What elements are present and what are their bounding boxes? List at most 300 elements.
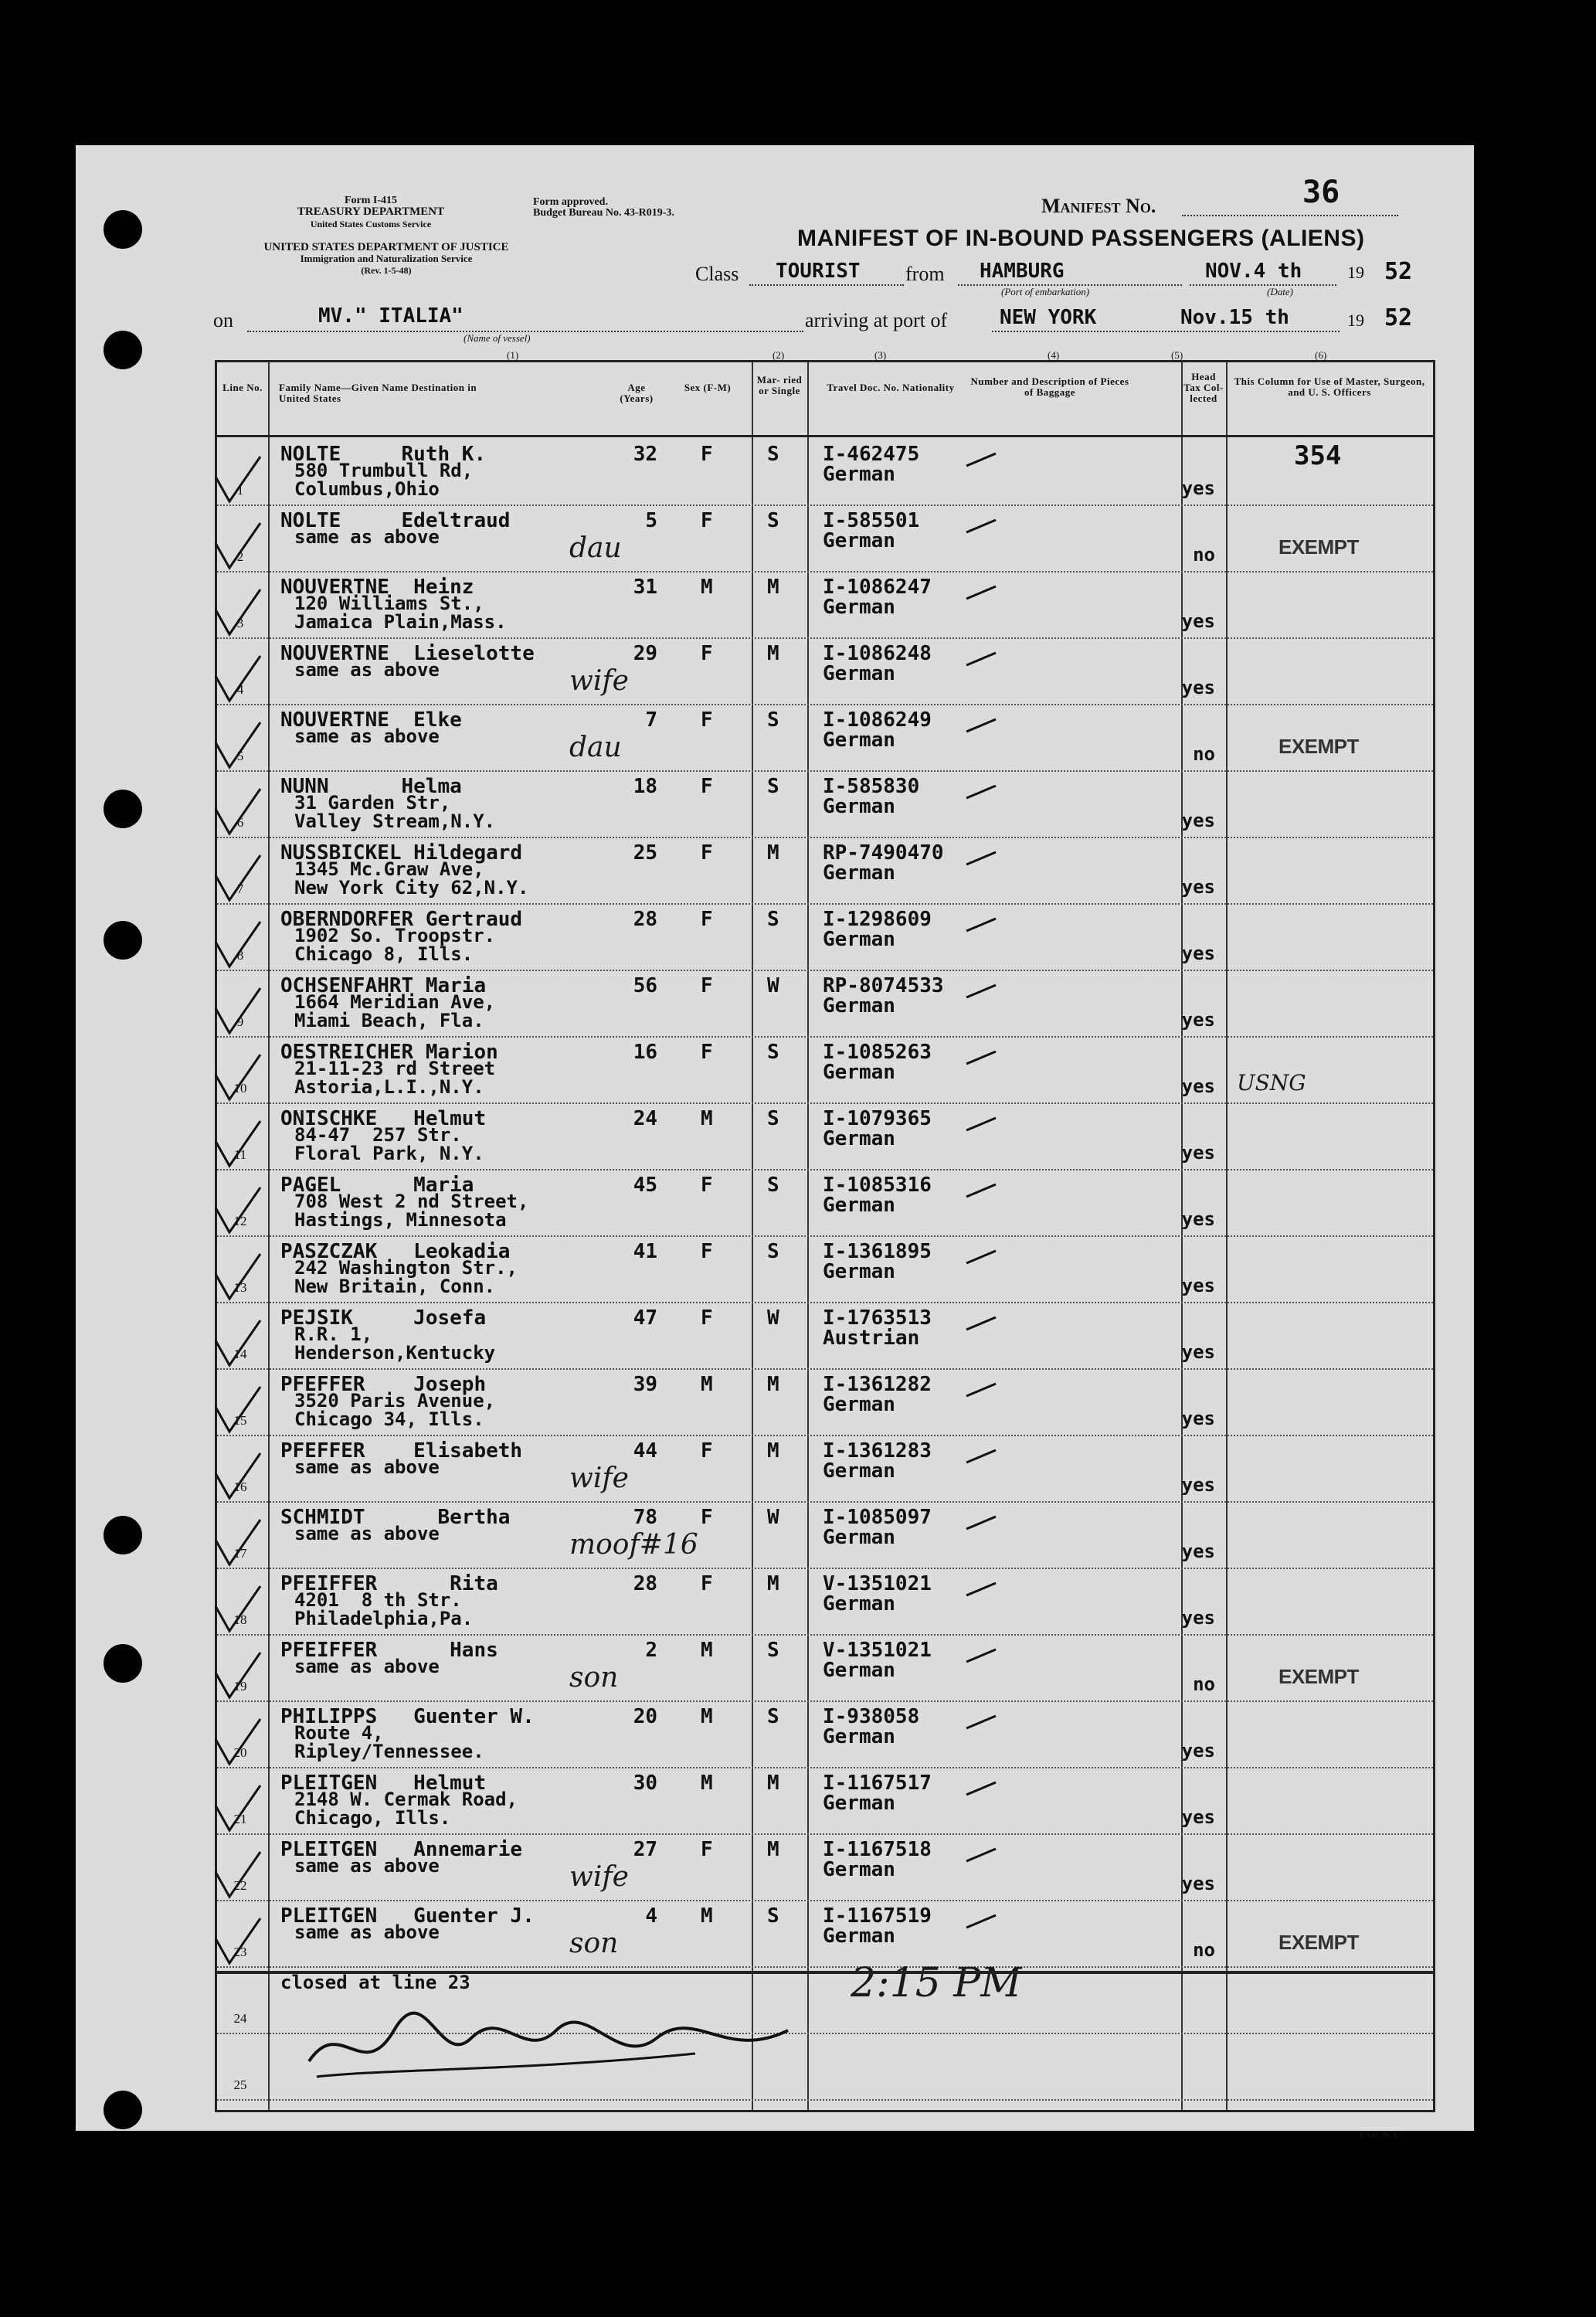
- table-row: [217, 1036, 1433, 1104]
- travel-doc-no: I-1085316: [823, 1174, 932, 1197]
- destination: 1345 Mc.Graw Ave, New York City 62,N.Y.: [294, 858, 529, 899]
- sex: F: [701, 642, 713, 665]
- table-row: [217, 1102, 1433, 1170]
- head-tax: yes: [1181, 610, 1215, 632]
- travel-doc-no: I-1086248: [823, 642, 932, 665]
- destination: same as above: [294, 659, 440, 681]
- punch-hole: [104, 1516, 142, 1554]
- table-row: [217, 903, 1433, 971]
- nationality: German: [823, 729, 895, 752]
- handwritten-relation: dau: [569, 732, 622, 763]
- age: 29: [633, 642, 657, 665]
- age: 4: [645, 1904, 657, 1928]
- passenger-name: ONISCHKE Helmut: [280, 1107, 487, 1130]
- vessel-name: MV." ITALIA": [318, 304, 464, 328]
- passenger-name: PFEIFFER Rita: [280, 1572, 498, 1595]
- head-tax: yes: [1181, 1075, 1215, 1097]
- head-tax: yes: [1181, 1341, 1215, 1363]
- travel-doc-no: I-1298609: [823, 908, 932, 931]
- head-tax: yes: [1181, 1009, 1215, 1031]
- line-number: 12: [233, 1214, 247, 1228]
- travel-doc-no: I-938058: [823, 1705, 920, 1728]
- passenger-name: PAGEL Maria: [280, 1174, 474, 1197]
- punch-hole: [104, 210, 142, 249]
- check-mark: [212, 1317, 267, 1371]
- port-of-embarkation: HAMBURG: [980, 260, 1065, 283]
- head-tax: yes: [1181, 1474, 1215, 1496]
- ins-heading: Immigration and Naturalization Service: [300, 253, 473, 264]
- passenger-name: PFEFFER Elisabeth: [280, 1439, 523, 1463]
- table-row: [217, 970, 1433, 1038]
- embark-date: NOV.4 th: [1205, 260, 1302, 283]
- destination: 84-47 257 Str. Floral Park, N.Y.: [294, 1124, 484, 1164]
- tick-mark: [965, 780, 1011, 810]
- passenger-name: OCHSENFAHRT Maria: [280, 974, 487, 997]
- tick-mark: [965, 1909, 1011, 1940]
- hdr-head-tax: Head Tax Col- lected: [1183, 371, 1224, 404]
- destination: same as above: [294, 1855, 440, 1877]
- form-approved: Form approved.: [533, 196, 608, 208]
- nationality: German: [823, 795, 895, 818]
- age: 44: [633, 1439, 657, 1463]
- age: 32: [633, 443, 657, 466]
- destination: R.R. 1, Henderson,Kentucky: [294, 1323, 496, 1364]
- age: 39: [633, 1373, 657, 1396]
- destination: same as above: [294, 1656, 440, 1677]
- marital-status: S: [767, 1174, 779, 1197]
- table-row: [217, 438, 1433, 506]
- marital-status: S: [767, 1639, 779, 1662]
- exempt-stamp: EXEMPT: [1278, 535, 1359, 559]
- sex: M: [701, 1904, 713, 1928]
- sex: F: [701, 974, 713, 997]
- line-number: 2: [236, 549, 244, 564]
- tick-mark: [965, 1112, 1011, 1143]
- punch-hole: [104, 331, 142, 369]
- manifest-no-label: Manifest No.: [1041, 195, 1156, 217]
- handwritten-relation: wife: [569, 1861, 629, 1893]
- check-mark: [212, 1118, 267, 1172]
- passenger-name: PFEFFER Joseph: [280, 1373, 487, 1396]
- nationality: German: [823, 1526, 895, 1549]
- passenger-name: NOLTE Edeltraud: [280, 509, 511, 532]
- page-title: MANIFEST OF IN-BOUND PASSENGERS (ALIENS): [797, 226, 1365, 251]
- hdr-name: Family Name—Given Name Destination in United States: [279, 382, 477, 404]
- passenger-name: PASZCZAK Leokadia: [280, 1240, 511, 1263]
- age: 27: [633, 1838, 657, 1861]
- travel-doc-no: I-1361283: [823, 1439, 932, 1463]
- passenger-name: NUSSBICKEL Hildegard: [280, 841, 523, 865]
- arriving-label: arriving at port of: [805, 309, 948, 331]
- check-mark: [212, 1716, 267, 1770]
- handwritten-relation: son: [569, 1662, 619, 1694]
- line-number: 11: [233, 1147, 247, 1162]
- destination: Route 4, Ripley/Tennessee.: [294, 1722, 484, 1762]
- travel-doc-no: I-585830: [823, 775, 920, 798]
- manifest-number: 36: [1302, 175, 1340, 210]
- travel-doc-no: I-1763513: [823, 1306, 932, 1330]
- hdr-officers: This Column for Use of Master, Surgeon, and U. S. Officers: [1234, 375, 1425, 398]
- sex: F: [701, 775, 713, 798]
- check-mark: [212, 1051, 267, 1106]
- destination: 708 West 2 nd Street, Hastings, Minnesota: [294, 1191, 529, 1231]
- tick-mark: [965, 979, 1011, 1010]
- line-number: 5: [236, 749, 244, 763]
- sex: F: [701, 1838, 713, 1861]
- tick-mark: [965, 447, 1011, 478]
- check-mark: [212, 1384, 267, 1438]
- handwritten-relation: wife: [569, 1463, 629, 1494]
- header-separator: [217, 435, 1433, 437]
- nationality: German: [823, 1925, 895, 1948]
- line-number: 14: [233, 1347, 247, 1361]
- tick-mark: [965, 1843, 1011, 1874]
- tick-mark: [965, 580, 1011, 611]
- colnum-6: (6): [1315, 349, 1327, 361]
- hdr-sex: Sex (F-M): [684, 382, 732, 393]
- tick-mark: [965, 713, 1011, 744]
- marital-status: S: [767, 443, 779, 466]
- passenger-name: PLEITGEN Guenter J.: [280, 1904, 535, 1928]
- sex: F: [701, 1306, 713, 1330]
- head-tax: yes: [1181, 1275, 1215, 1296]
- head-tax: yes: [1181, 1607, 1215, 1629]
- head-tax: yes: [1181, 943, 1215, 964]
- marital-status: S: [767, 908, 779, 931]
- age: 5: [645, 509, 657, 532]
- travel-doc-no: I-1361282: [823, 1373, 932, 1396]
- nationality: German: [823, 994, 895, 1018]
- head-tax: yes: [1181, 477, 1215, 499]
- table-row: [217, 837, 1433, 905]
- passenger-name: closed at line 23: [280, 1972, 470, 1993]
- marital-status: M: [767, 1838, 779, 1861]
- exempt-stamp: EXEMPT: [1278, 1665, 1359, 1688]
- age: 25: [633, 841, 657, 865]
- check-mark: [212, 520, 267, 574]
- head-tax: yes: [1181, 1806, 1215, 1828]
- line-number: 20: [233, 1745, 247, 1760]
- check-mark: [212, 1583, 267, 1637]
- head-tax: yes: [1181, 677, 1215, 698]
- head-tax: yes: [1181, 1142, 1215, 1164]
- exempt-stamp: EXEMPT: [1278, 735, 1359, 758]
- head-tax: no: [1193, 743, 1215, 765]
- nationality: Austrian: [823, 1327, 920, 1350]
- tick-mark: [965, 1510, 1011, 1541]
- check-mark: [212, 985, 267, 1039]
- table-row: [217, 1501, 1433, 1569]
- arrival-port: NEW YORK: [1000, 306, 1097, 329]
- handwritten-relation: moof#16: [569, 1529, 698, 1561]
- nationality: German: [823, 1127, 895, 1150]
- passenger-name: NOUVERTNE Elke: [280, 708, 462, 732]
- year-prefix: 19: [1347, 263, 1364, 282]
- head-tax: yes: [1181, 1740, 1215, 1762]
- exempt-stamp: EXEMPT: [1278, 1931, 1359, 1954]
- sex: M: [701, 1705, 713, 1728]
- hdr-line-no: Line No.: [222, 382, 263, 393]
- age: 47: [633, 1306, 657, 1330]
- line-number: 10: [233, 1081, 247, 1096]
- class-label: Class: [695, 263, 739, 285]
- marital-status: M: [767, 1373, 779, 1396]
- passenger-name: NOUVERTNE Heinz: [280, 576, 474, 599]
- table-row: [217, 1900, 1433, 1968]
- age: 20: [633, 1705, 657, 1728]
- travel-doc-no: RP-8074533: [823, 974, 944, 997]
- tick-mark: [965, 1444, 1011, 1475]
- check-mark: [212, 653, 267, 707]
- line-number: 23: [233, 1945, 247, 1959]
- nationality: German: [823, 662, 895, 685]
- table-row: [217, 770, 1433, 838]
- punch-hole: [104, 2091, 142, 2129]
- destination: 580 Trumbull Rd, Columbus,Ohio: [294, 460, 474, 500]
- check-mark: [212, 1649, 267, 1704]
- travel-doc-no: I-462475: [823, 443, 920, 466]
- head-tax: yes: [1181, 1541, 1215, 1562]
- year-prefix-2: 19: [1347, 311, 1364, 330]
- nationality: German: [823, 1194, 895, 1217]
- treasury-dept: TREASURY DEPARTMENT: [297, 206, 445, 218]
- line-number: 25: [233, 2077, 247, 2092]
- table-row: [217, 505, 1433, 572]
- age: 24: [633, 1107, 657, 1130]
- tick-mark: [965, 1245, 1011, 1276]
- nationality: German: [823, 1260, 895, 1283]
- handwritten-relation: dau: [569, 532, 622, 564]
- age: 18: [633, 775, 657, 798]
- marital-status: S: [767, 1904, 779, 1928]
- check-mark: [212, 1517, 267, 1571]
- age: 2: [645, 1639, 657, 1662]
- check-mark: [212, 852, 267, 906]
- destination: 31 Garden Str, Valley Stream,N.Y.: [294, 792, 496, 832]
- destination: 242 Washington Str., New Britain, Conn.: [294, 1257, 518, 1297]
- tick-mark: [965, 1643, 1011, 1674]
- marital-status: S: [767, 775, 779, 798]
- arrival-line: [992, 331, 1340, 332]
- table-row: [217, 1169, 1433, 1237]
- marital-status: S: [767, 1240, 779, 1263]
- table-row: [217, 1767, 1433, 1835]
- doj-heading: UNITED STATES DEPARTMENT OF JUSTICE: [263, 241, 509, 253]
- table-row: [217, 1568, 1433, 1636]
- budget-bureau: Budget Bureau No. 43-R019-3.: [533, 207, 674, 219]
- passenger-name: PLEITGEN Helmut: [280, 1772, 487, 1795]
- class-value: TOURIST: [776, 260, 861, 283]
- sex: F: [701, 1041, 713, 1064]
- table-row: [217, 1235, 1433, 1303]
- age: 30: [633, 1772, 657, 1795]
- line-number: 4: [236, 682, 244, 697]
- marital-status: W: [767, 1506, 779, 1529]
- tick-mark: [965, 1776, 1011, 1807]
- punch-hole: [104, 1644, 142, 1683]
- line-number: 9: [236, 1014, 244, 1029]
- sex: M: [701, 1107, 713, 1130]
- head-tax: yes: [1181, 1873, 1215, 1894]
- vessel-caption: (Name of vessel): [464, 332, 531, 344]
- check-mark: [212, 454, 267, 508]
- check-mark: [212, 786, 267, 840]
- tick-mark: [965, 912, 1011, 943]
- tick-mark: [965, 1577, 1011, 1608]
- officer-signature: [294, 1999, 834, 2092]
- officer-note: 354: [1294, 440, 1342, 471]
- line-number: 8: [236, 948, 244, 963]
- line-number: 24: [233, 2011, 247, 2026]
- colnum-4: (4): [1048, 349, 1060, 361]
- tick-mark: [965, 647, 1011, 678]
- sex: F: [701, 443, 713, 466]
- marital-status: S: [767, 708, 779, 732]
- line-number: 17: [233, 1546, 247, 1561]
- revision: (Rev. 1-5-48): [361, 265, 412, 276]
- officer-note: USNG: [1237, 1070, 1306, 1096]
- travel-doc-no: I-1086247: [823, 576, 932, 599]
- age: 31: [633, 576, 657, 599]
- printer-mark: PAR. N.Y.: [1360, 2129, 1401, 2140]
- punch-hole: [104, 790, 142, 828]
- marital-status: S: [767, 509, 779, 532]
- sex: F: [701, 1240, 713, 1263]
- on-label: on: [213, 309, 233, 331]
- from-label: from: [905, 263, 945, 285]
- manifest-no-line: [1182, 215, 1398, 216]
- nationality: German: [823, 596, 895, 619]
- travel-doc-no: V-1351021: [823, 1639, 932, 1662]
- sex: F: [701, 1572, 713, 1595]
- head-tax: no: [1193, 1673, 1215, 1695]
- nationality: German: [823, 529, 895, 552]
- travel-doc-no: I-585501: [823, 509, 920, 532]
- travel-doc-no: I-1079365: [823, 1107, 932, 1130]
- destination: same as above: [294, 526, 440, 548]
- head-tax: no: [1193, 544, 1215, 566]
- class-line: [749, 284, 904, 286]
- date-line: [1190, 284, 1336, 286]
- passenger-table: [215, 360, 1435, 2112]
- nationality: German: [823, 1659, 895, 1682]
- check-mark: [212, 719, 267, 773]
- nationality: German: [823, 1459, 895, 1483]
- nationality: German: [823, 1858, 895, 1881]
- destination: 2148 W. Cermak Road, Chicago, Ills.: [294, 1789, 518, 1829]
- tick-mark: [965, 846, 1011, 877]
- marital-status: W: [767, 974, 779, 997]
- age: 28: [633, 1572, 657, 1595]
- sex: M: [701, 1373, 713, 1396]
- sex: F: [701, 1506, 713, 1529]
- sex: M: [701, 1639, 713, 1662]
- nationality: German: [823, 1725, 895, 1748]
- destination: 21-11-23 rd Street Astoria,L.I.,N.Y.: [294, 1058, 496, 1098]
- check-mark: [212, 1782, 267, 1836]
- tick-mark: [965, 1378, 1011, 1408]
- colnum-2: (2): [773, 349, 785, 361]
- passenger-name: NOLTE Ruth K.: [280, 443, 487, 466]
- check-mark: [212, 1251, 267, 1305]
- table-row: [217, 1302, 1433, 1370]
- marital-status: M: [767, 576, 779, 599]
- age: 45: [633, 1174, 657, 1197]
- age: 7: [645, 708, 657, 732]
- destination: 1664 Meridian Ave, Miami Beach, Fla.: [294, 991, 496, 1031]
- passenger-name: NOUVERTNE Lieselotte: [280, 642, 535, 665]
- embark-year: 52: [1384, 258, 1413, 285]
- nationality: German: [823, 861, 895, 885]
- travel-doc-no: I-1167517: [823, 1772, 932, 1795]
- nationality: German: [823, 1592, 895, 1615]
- tick-mark: [965, 1311, 1011, 1342]
- age: 28: [633, 908, 657, 931]
- line-number: 15: [233, 1413, 247, 1428]
- line-number: 3: [236, 616, 244, 630]
- sex: F: [701, 1439, 713, 1463]
- check-mark: [212, 1184, 267, 1238]
- marital-status: M: [767, 1572, 779, 1595]
- nationality: German: [823, 928, 895, 951]
- sex: F: [701, 509, 713, 532]
- port-caption: (Port of embarkation): [1001, 286, 1090, 297]
- line-number: 1: [236, 483, 244, 498]
- customs-service: United States Customs Service: [310, 219, 432, 229]
- nationality: German: [823, 1061, 895, 1084]
- marital-status: M: [767, 841, 779, 865]
- destination: same as above: [294, 1523, 440, 1544]
- age: 78: [633, 1506, 657, 1529]
- marital-status: S: [767, 1705, 779, 1728]
- sex: M: [701, 576, 713, 599]
- check-mark: [212, 1450, 267, 1504]
- travel-doc-no: I-1167519: [823, 1904, 932, 1928]
- line-number: 22: [233, 1878, 247, 1893]
- passenger-name: PLEITGEN Annemarie: [280, 1838, 523, 1861]
- table-row: [217, 1833, 1433, 1901]
- age: 16: [633, 1041, 657, 1064]
- sex: F: [701, 708, 713, 732]
- head-tax: yes: [1181, 876, 1215, 898]
- passenger-name: NUNN Helma: [280, 775, 462, 798]
- hdr-travel-doc: Travel Doc. No. Nationality: [827, 382, 955, 393]
- line-number: 16: [233, 1480, 247, 1494]
- handwritten-relation: wife: [569, 665, 629, 697]
- age: 41: [633, 1240, 657, 1263]
- passenger-name: OESTREICHER Marion: [280, 1041, 498, 1064]
- passenger-name: PFEIFFER Hans: [280, 1639, 498, 1662]
- travel-doc-no: I-1167518: [823, 1838, 932, 1861]
- arrival-year: 52: [1384, 304, 1413, 331]
- tick-mark: [965, 1045, 1011, 1076]
- nationality: German: [823, 463, 895, 486]
- table-row: [217, 704, 1433, 772]
- head-tax: no: [1193, 1939, 1215, 1961]
- destination: 4201 8 th Str. Philadelphia,Pa.: [294, 1589, 474, 1629]
- sex: F: [701, 908, 713, 931]
- hdr-baggage: Number and Description of Pieces of Baggage: [970, 375, 1129, 398]
- destination: 120 Williams St., Jamaica Plain,Mass.: [294, 593, 507, 633]
- destination: 3520 Paris Avenue, Chicago 34, Ills.: [294, 1390, 496, 1430]
- date-caption: (Date): [1267, 286, 1293, 297]
- sex: F: [701, 841, 713, 865]
- line-number: 7: [236, 882, 244, 896]
- check-mark: [212, 1849, 267, 1903]
- travel-doc-no: I-1085097: [823, 1506, 932, 1529]
- closing-time: 2:15 PM: [851, 1960, 1022, 2006]
- table-row: [217, 1634, 1433, 1702]
